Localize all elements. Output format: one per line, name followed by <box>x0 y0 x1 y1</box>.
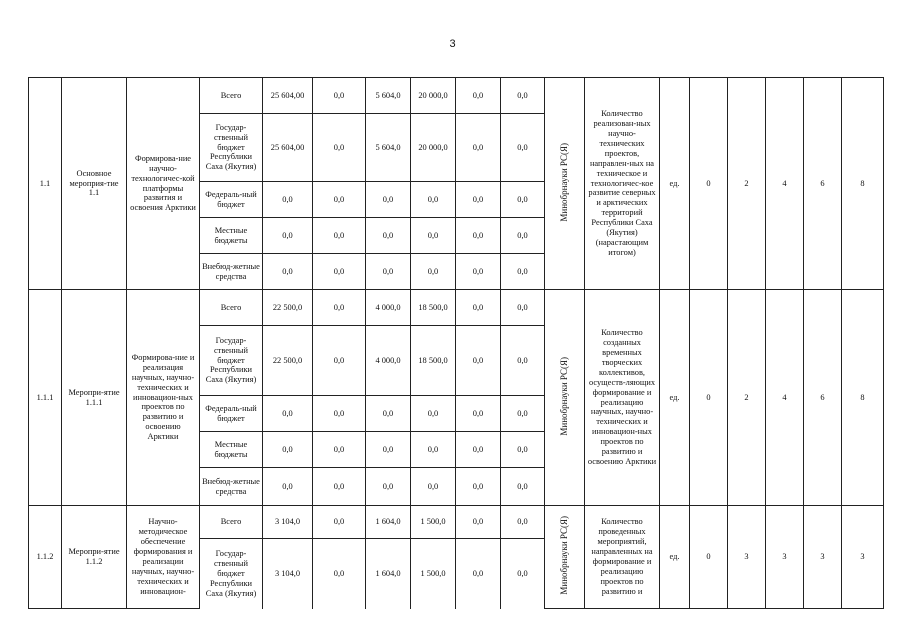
funding-value: 0,0 <box>456 539 501 609</box>
funding-value: 1 604,0 <box>366 539 411 609</box>
funding-source-federal: Федераль-ный бюджет <box>200 396 263 432</box>
funding-value: 3 104,0 <box>263 506 313 539</box>
target-value: 0 <box>690 78 728 290</box>
funding-value: 0,0 <box>501 182 545 218</box>
funding-value: 0,0 <box>456 506 501 539</box>
target-value: 4 <box>766 78 804 290</box>
funding-value: 3 104,0 <box>263 539 313 609</box>
funding-value: 1 500,0 <box>411 539 456 609</box>
funding-value: 0,0 <box>313 254 366 290</box>
funding-value: 0,0 <box>456 326 501 396</box>
funding-value: 4 000,0 <box>366 290 411 326</box>
row-code: 1.1 <box>29 78 62 290</box>
row-title: Формирова-ние научно-технологичес-кой платформы развития и освоения Арктики <box>127 78 200 290</box>
funding-value: 0,0 <box>313 326 366 396</box>
funding-value: 22 500,0 <box>263 326 313 396</box>
target-value: 2 <box>728 78 766 290</box>
funding-value: 0,0 <box>501 254 545 290</box>
funding-value: 0,0 <box>501 114 545 182</box>
program-table <box>28 77 884 609</box>
unit: ед. <box>660 290 690 506</box>
funding-value: 0,0 <box>313 468 366 506</box>
indicator-text: Количество созданных временных творческих коллективов, осуществ-ляющих формирование и реализацию научных, научно-технических и инновацион-ных проектов по развитию и освоению Арктики <box>585 290 660 506</box>
funding-value: 0,0 <box>313 182 366 218</box>
funding-value: 18 500,0 <box>411 290 456 326</box>
funding-source-total: Всего <box>200 506 263 539</box>
indicator-text: Количество реализован-ных научно-технических проектов, направлен-ных на техническое и технологичес-кое развитие северных и арктических территорий Республики Саха (Якутия) (нарастающим итогом) <box>585 78 660 290</box>
funding-value: 0,0 <box>313 432 366 468</box>
funding-value: 18 500,0 <box>411 326 456 396</box>
target-value: 2 <box>728 290 766 506</box>
target-value: 0 <box>690 506 728 609</box>
target-value: 3 <box>766 506 804 609</box>
funding-value: 0,0 <box>263 218 313 254</box>
target-value: 6 <box>804 290 842 506</box>
row-code: 1.1.2 <box>29 506 62 609</box>
row-title: Формирова-ние и реализация научных, научно-технических и инновацион-ных проектов по развитию и освоению Арктики <box>127 290 200 506</box>
row-type: Основное мероприя-тие 1.1 <box>62 78 127 290</box>
funding-value: 0,0 <box>501 218 545 254</box>
executor-cell <box>545 78 585 290</box>
target-value: 6 <box>804 78 842 290</box>
funding-value: 0,0 <box>313 539 366 609</box>
funding-value: 20 000,0 <box>411 114 456 182</box>
funding-value: 25 604,00 <box>263 78 313 114</box>
funding-source-total: Всего <box>200 78 263 114</box>
executor-cell <box>545 290 585 506</box>
table-row <box>29 78 884 114</box>
funding-value: 25 604,00 <box>263 114 313 182</box>
funding-value: 0,0 <box>456 290 501 326</box>
executor-cell <box>545 506 585 609</box>
funding-value: 20 000,0 <box>411 78 456 114</box>
funding-value: 0,0 <box>456 254 501 290</box>
funding-value: 0,0 <box>501 432 545 468</box>
funding-value: 0,0 <box>366 182 411 218</box>
funding-value: 22 500,0 <box>263 290 313 326</box>
funding-value: 4 000,0 <box>366 326 411 396</box>
target-value: 3 <box>842 506 884 609</box>
funding-value: 0,0 <box>313 114 366 182</box>
funding-source-state-budget: Государ-ственный бюджет Республики Саха (Якутия) <box>200 539 263 609</box>
funding-source-federal: Федераль-ный бюджет <box>200 182 263 218</box>
funding-value: 0,0 <box>501 326 545 396</box>
funding-value: 0,0 <box>501 468 545 506</box>
funding-value: 0,0 <box>456 182 501 218</box>
funding-value: 0,0 <box>501 78 545 114</box>
row-code: 1.1.1 <box>29 290 62 506</box>
funding-value: 0,0 <box>501 539 545 609</box>
funding-source-state-budget: Государ-ственный бюджет Республики Саха (Якутия) <box>200 114 263 182</box>
funding-value: 0,0 <box>313 396 366 432</box>
row-type: Меропри-ятие 1.1.1 <box>62 290 127 506</box>
funding-value: 1 604,0 <box>366 506 411 539</box>
funding-source-local: Местные бюджеты <box>200 218 263 254</box>
executor-text: Минобрнауки РС(Я) <box>559 142 570 222</box>
funding-value: 0,0 <box>366 468 411 506</box>
funding-value: 0,0 <box>411 254 456 290</box>
funding-value: 0,0 <box>456 218 501 254</box>
funding-value: 1 500,0 <box>411 506 456 539</box>
funding-source-extra: Внебюд-жетные средства <box>200 468 263 506</box>
funding-value: 0,0 <box>263 468 313 506</box>
funding-value: 5 604,0 <box>366 114 411 182</box>
funding-value: 0,0 <box>366 396 411 432</box>
funding-source-local: Местные бюджеты <box>200 432 263 468</box>
table-row <box>29 290 884 326</box>
funding-value: 0,0 <box>313 218 366 254</box>
funding-value: 0,0 <box>456 396 501 432</box>
funding-value: 0,0 <box>313 290 366 326</box>
indicator-text: Количество проведенных мероприятий, направленных на формирование и реализацию проектов по развитию и <box>585 506 660 609</box>
funding-value: 0,0 <box>456 468 501 506</box>
funding-value: 0,0 <box>263 182 313 218</box>
funding-value: 0,0 <box>456 78 501 114</box>
funding-value: 0,0 <box>411 432 456 468</box>
funding-value: 0,0 <box>313 78 366 114</box>
funding-source-total: Всего <box>200 290 263 326</box>
funding-value: 0,0 <box>313 506 366 539</box>
funding-value: 0,0 <box>366 254 411 290</box>
funding-value: 0,0 <box>456 114 501 182</box>
target-value: 0 <box>690 290 728 506</box>
unit: ед. <box>660 506 690 609</box>
funding-value: 0,0 <box>501 396 545 432</box>
funding-value: 0,0 <box>263 432 313 468</box>
funding-value: 5 604,0 <box>366 78 411 114</box>
target-value: 8 <box>842 290 884 506</box>
funding-value: 0,0 <box>366 432 411 468</box>
row-type: Меропри-ятие 1.1.2 <box>62 506 127 609</box>
funding-value: 0,0 <box>263 396 313 432</box>
funding-value: 0,0 <box>501 290 545 326</box>
page-number: 3 <box>449 38 456 50</box>
funding-value: 0,0 <box>366 218 411 254</box>
funding-value: 0,0 <box>263 254 313 290</box>
target-value: 4 <box>766 290 804 506</box>
target-value: 3 <box>728 506 766 609</box>
funding-value: 0,0 <box>411 468 456 506</box>
unit: ед. <box>660 78 690 290</box>
funding-value: 0,0 <box>501 506 545 539</box>
funding-source-state-budget: Государ-ственный бюджет Республики Саха (Якутия) <box>200 326 263 396</box>
funding-value: 0,0 <box>411 182 456 218</box>
executor-text: Минобрнауки РС(Я) <box>559 356 570 436</box>
funding-value: 0,0 <box>456 432 501 468</box>
table-row <box>29 506 884 539</box>
funding-source-extra: Внебюд-жетные средства <box>200 254 263 290</box>
funding-value: 0,0 <box>411 396 456 432</box>
funding-value: 0,0 <box>411 218 456 254</box>
target-value: 8 <box>842 78 884 290</box>
target-value: 3 <box>804 506 842 609</box>
row-title: Научно-методическое обеспечение формирования и реализации научных, научно-технических и инновацион- <box>127 506 200 609</box>
executor-text: Минобрнауки РС(Я) <box>559 516 570 595</box>
